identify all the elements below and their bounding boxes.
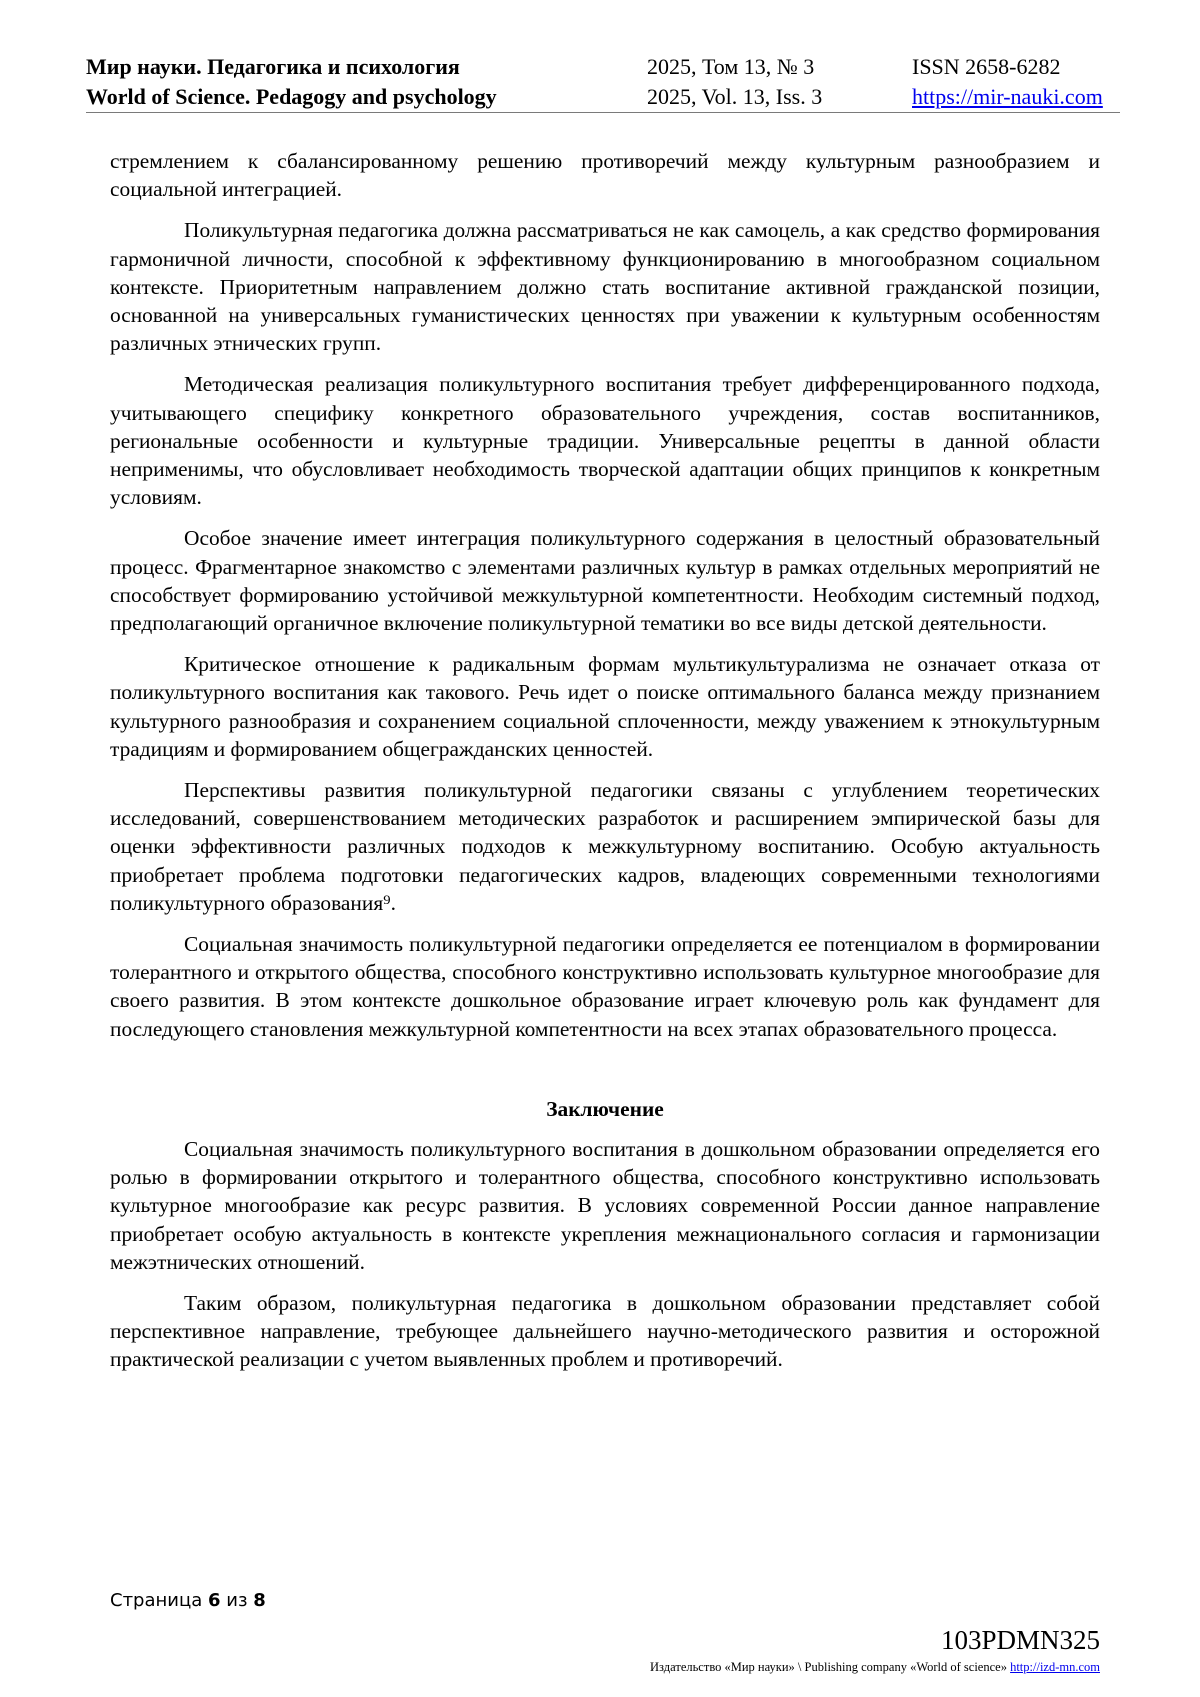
issue-info-en: 2025, Vol. 13, Iss. 3 — [647, 84, 823, 109]
page-header — [86, 52, 1120, 113]
paragraph: стремлением к сбалансированному решению противоречий между культурным разнообразием и социальной интеграцией. — [110, 149, 1100, 202]
conclusion-paragraph: Таким образом, поликультурная педагогика в дошкольном образовании представляет собой перспективное направление, требующее дальнейшего научно-методического развития и осторожной практической реализации с учетом выявленных проблем и противоречий. — [110, 1290, 1100, 1372]
conclusion-paragraph: Социальная значимость поликультурного воспитания в дошкольном образовании определяется его ролью в формировании открытого и толерантного общества, способного конструктивно использовать культурное многообразие как ресурс развития. В условиях современной России данное направление приобретает особую актуальность в контексте укрепления межнационального согласия и гармонизации межэтнических отношений. — [110, 1136, 1100, 1274]
page-label: Страница — [110, 1590, 203, 1611]
publisher-line — [650, 1660, 1100, 1675]
journal-title-en: World of Science. Pedagogy and psychology — [86, 84, 497, 109]
journal-website-link[interactable]: https://mir-nauki.com — [912, 84, 1103, 109]
page-of: из — [226, 1590, 248, 1611]
paragraph: Социальная значимость поликультурной педагогики определяется ее потенциалом в формировании толерантного и открытого общества, способного конструктивно использовать культурное многообразие для своего развития. В этом контексте дошкольное образование играет ключевую роль как фундамент для последующего становления межкультурной компетентности на всех этапах образовательного процесса. — [110, 932, 1100, 1041]
issn-block — [912, 52, 1103, 112]
issn: ISSN 2658-6282 — [912, 54, 1061, 79]
page-current: 6 — [208, 1590, 221, 1611]
paragraph: Критическое отношение к радикальным формам мультикультурализма не означает отказа от поликультурного воспитания как такового. Речь идет о поиске оптимального баланса между признанием культурного разнообразия и сохранением социальной сплоченности, между уважением к этнокультурным традициям и формированием общегражданских ценностей. — [110, 652, 1100, 761]
article-code: 103PDMN325 — [940, 1625, 1100, 1655]
paragraph: Перспективы развития поликультурной педагогики связаны с углублением теоретических исследований, совершенствованием методических разработок и расширением эмпирической базы для оценки эффективности различных подходов к межкультурному воспитанию. Особую актуальность приобретает проблема подготовки педагогических кадров, владеющих современными технологиями поликультурного образования⁹. — [110, 778, 1100, 915]
issue-info-ru: 2025, Том 13, № 3 — [647, 54, 815, 79]
paragraph: Особое значение имеет интеграция поликультурного содержания в целостный образовательный процесс. Фрагментарное знакомство с элементами различных культур в рамках отдельных мероприятий не способствует формированию устойчивой межкультурной компетентности. Необходим системный подход, предполагающий органичное включение поликультурной тематики во все виды детской деятельности. — [110, 526, 1100, 636]
publisher-text: Издательство «Мир науки» \ Publishing company «World of science» — [650, 1660, 1007, 1674]
page-total: 8 — [253, 1590, 266, 1611]
conclusion-heading: Заключение — [546, 1096, 664, 1121]
paragraph: Поликультурная педагогика должна рассматриваться не как самоцель, а как средство формирования гармоничной личности, способной к эффективному функционированию в многообразном социальном контексте. Приоритетным направлением должно стать воспитание активной гражданской позиции, основанной на универсальных гуманистических ценностях при уважении к культурным особенностям различных этнических групп. — [110, 218, 1100, 356]
journal-title-ru: Мир науки. Педагогика и психология — [86, 54, 460, 79]
journal-title-block — [86, 52, 497, 112]
page-number — [110, 1590, 266, 1611]
paragraph: Методическая реализация поликультурного воспитания требует дифференцированного подхода, учитывающего специфику конкретного образовательного учреждения, состав воспитанников, региональные особенности и культурные традиции. Универсальные рецепты в данной области неприменимы, что обусловливает необходимость творческой адаптации общих принципов к конкретным условиям. — [110, 372, 1100, 510]
issue-info-block — [647, 52, 822, 112]
publisher-link[interactable]: http://izd-mn.com — [1010, 1660, 1100, 1674]
article-body — [110, 147, 1100, 1387]
